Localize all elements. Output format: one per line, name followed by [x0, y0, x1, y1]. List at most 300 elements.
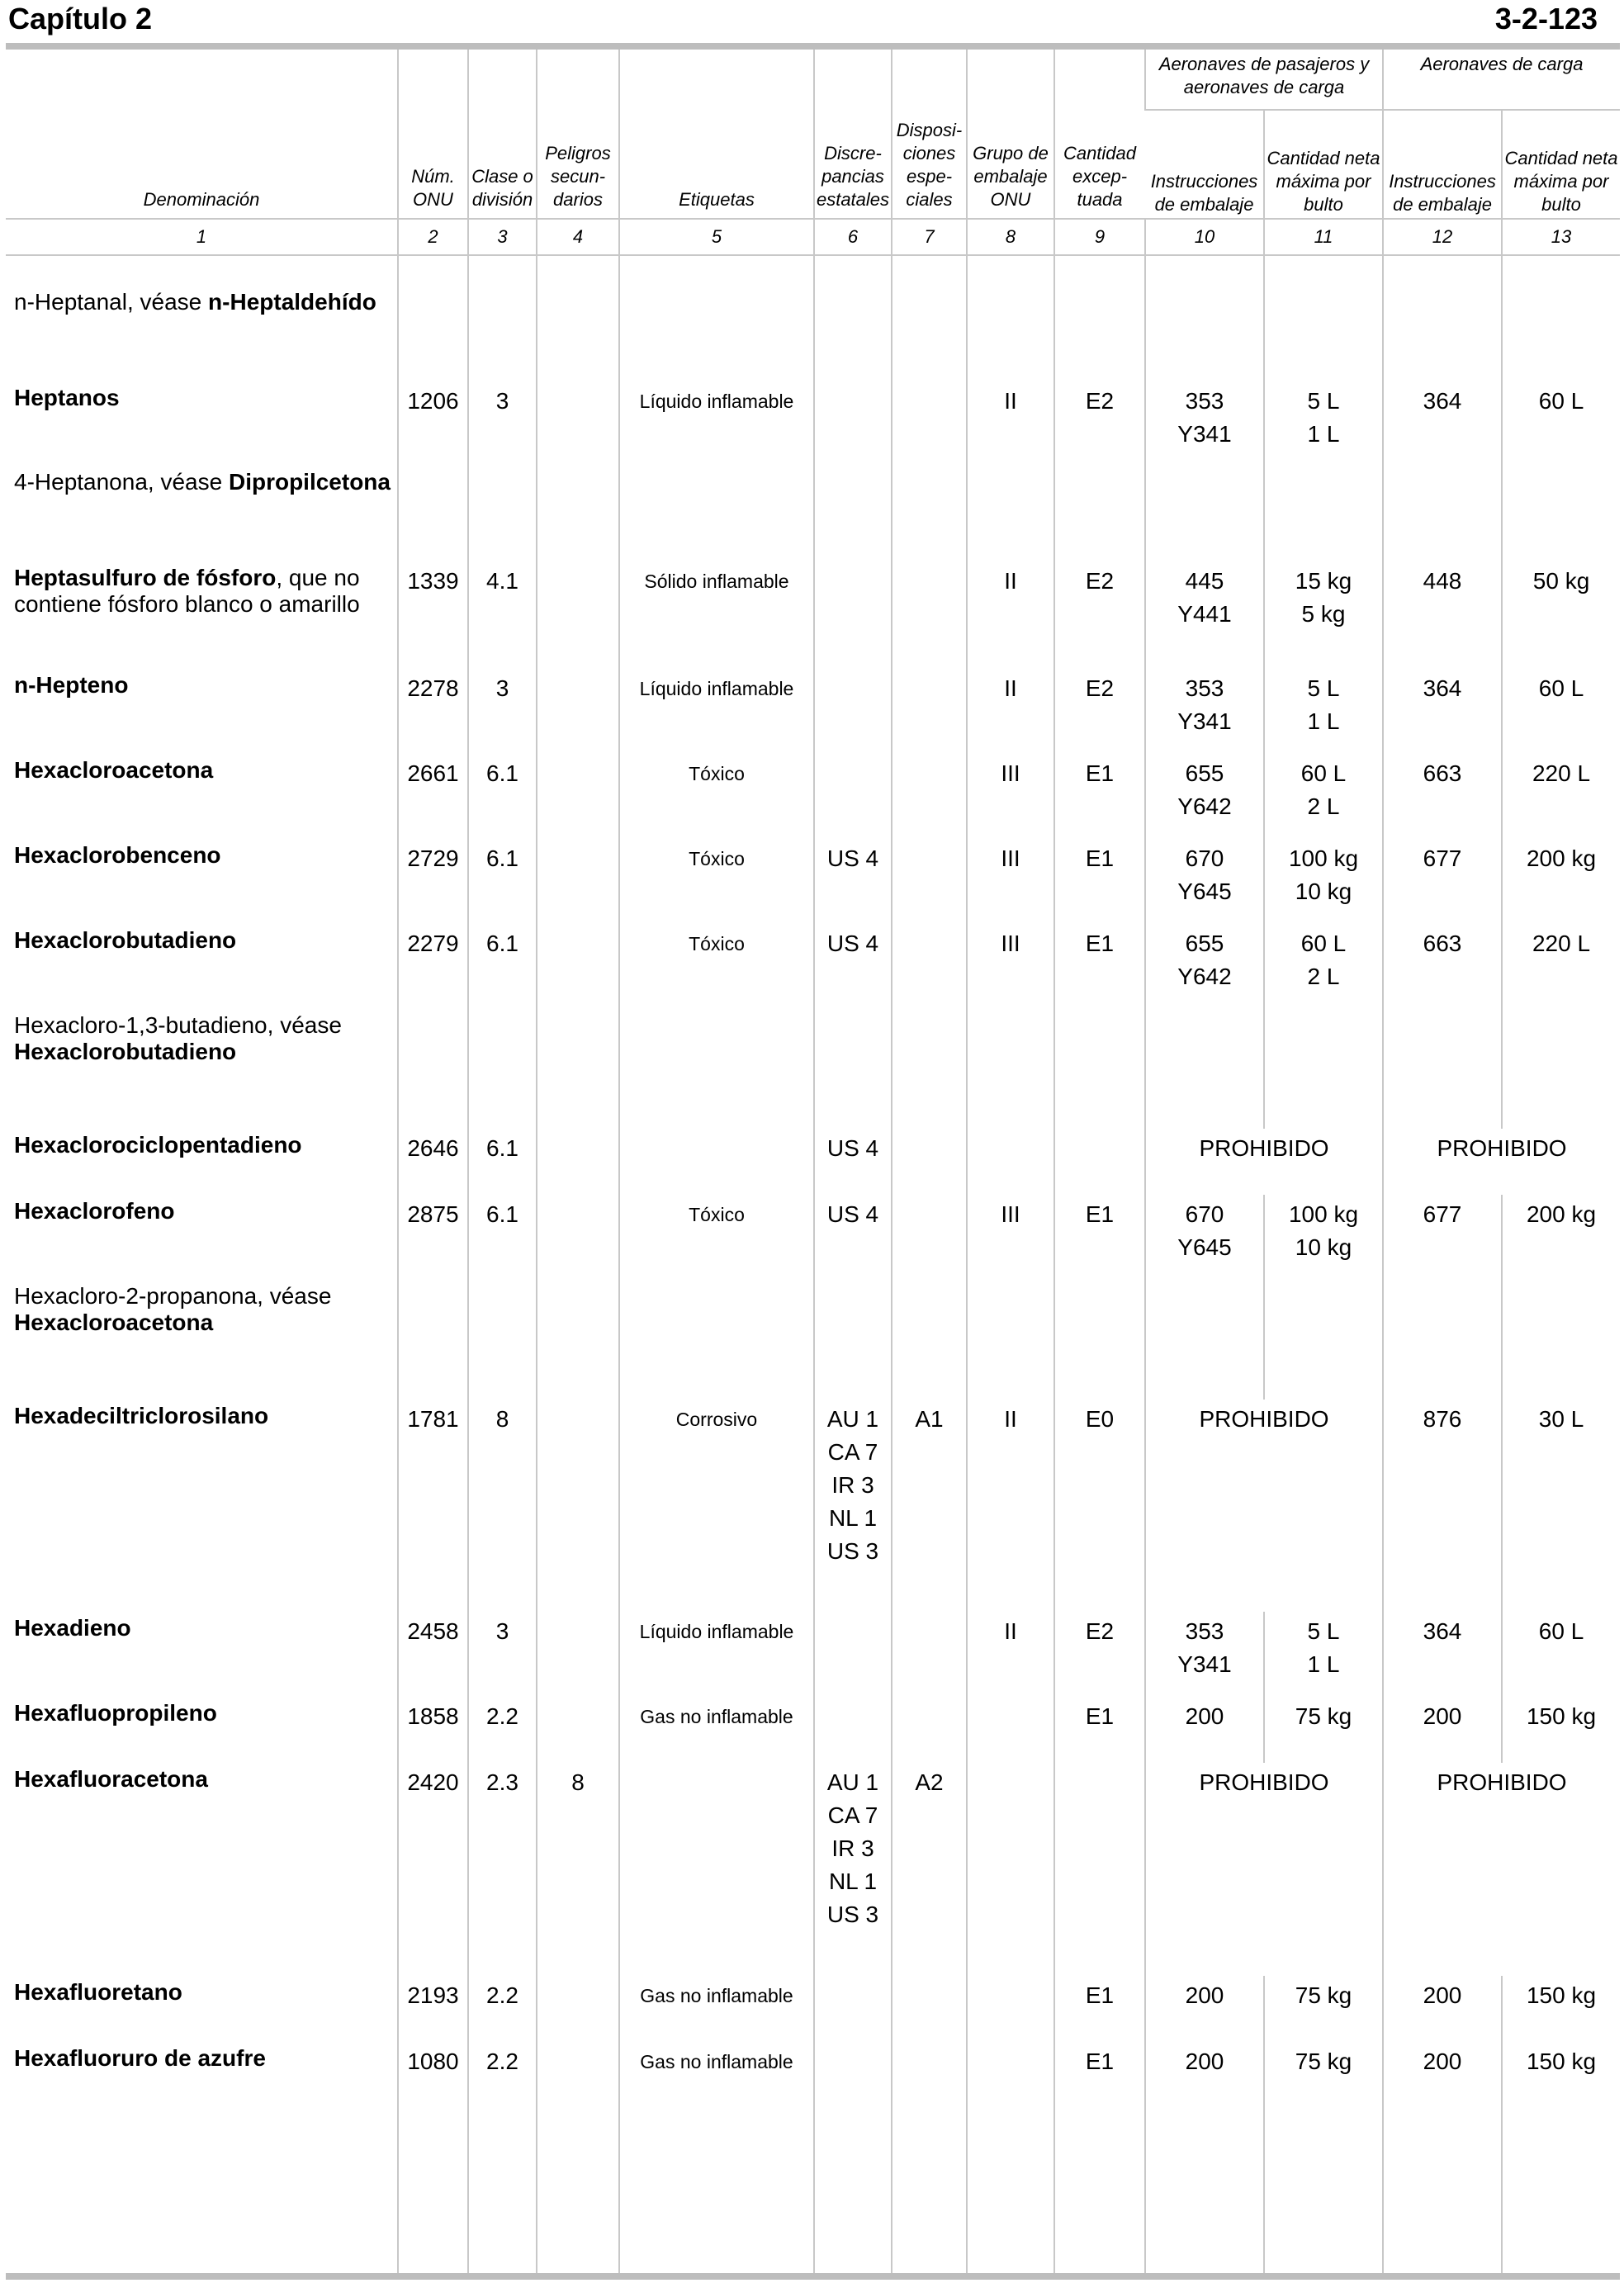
cell-etiquetas: Tóxico [619, 839, 814, 924]
filler-cell [619, 2108, 814, 2273]
denominacion-bold: Hexaclorofeno [14, 1198, 175, 1224]
cell-discrepancias [814, 286, 892, 381]
cell-neta-carga: 150 kg [1502, 2042, 1620, 2108]
cell-discrepancias-line: US 4 [826, 845, 879, 871]
cell-instrucciones-pasajeros [1145, 561, 1264, 669]
cell-denominacion [6, 1400, 398, 1612]
cell-instrucciones-carga: 448 [1383, 561, 1502, 669]
cell-carga-prohibido: PROHIBIDO [1383, 1763, 1620, 1976]
cell-etiquetas: Tóxico [619, 924, 814, 1009]
cell-cantidad: E1 [1054, 2042, 1145, 2108]
cell-etiquetas [619, 1763, 814, 1976]
filler-cell [1145, 2108, 1264, 2273]
cell-instrucciones-carga: 663 [1383, 754, 1502, 839]
cell-neta-carga: 220 L [1502, 754, 1620, 839]
cell-cantidad: E1 [1054, 924, 1145, 1009]
cell-disposiciones [892, 1195, 967, 1280]
cell-peligros [537, 924, 619, 1009]
cell-neta-pasajeros-line: 1 L [1307, 708, 1340, 734]
cell-denominacion [6, 1280, 398, 1400]
cell-num-onu: 2875 [398, 1195, 468, 1280]
cell-clase [468, 466, 537, 561]
cell-peligros [537, 1697, 619, 1763]
cell-cantidad: E1 [1054, 1195, 1145, 1280]
cell-num-onu: 1781 [398, 1400, 468, 1612]
cell-cantidad: E2 [1054, 381, 1145, 466]
cell-neta-carga: 200 kg [1502, 1195, 1620, 1280]
cell-discrepancias [814, 1129, 892, 1195]
cell-instrucciones-pasajeros-line: 670 [1185, 845, 1224, 871]
filler-cell [967, 2108, 1054, 2273]
cell-neta-pasajeros-line: 2 L [1307, 964, 1340, 989]
cell-peligros [537, 2042, 619, 2108]
cell-neta-pasajeros-line: 75 kg [1295, 1703, 1352, 1729]
cell-clase: 2.3 [468, 1763, 537, 1976]
cell-denominacion [6, 839, 398, 924]
cell-etiquetas: Líquido inflamable [619, 669, 814, 754]
filler-cell [814, 2108, 892, 2273]
cell-grupo: II [967, 669, 1054, 754]
cell-instrucciones-pasajeros-line: Y642 [1177, 793, 1232, 819]
cell-disposiciones [892, 754, 967, 839]
cell-instrucciones-pasajeros [1145, 754, 1264, 839]
cell-disposiciones [892, 1129, 967, 1195]
table-row [6, 924, 1620, 1009]
denominacion-bold: Hexafluopropileno [14, 1700, 217, 1726]
cell-denominacion [6, 754, 398, 839]
cell-neta-pasajeros-line: 5 kg [1301, 601, 1346, 627]
cell-neta-pasajeros-line: 5 L [1307, 675, 1340, 701]
cell-neta-pasajeros [1264, 1976, 1383, 2042]
cell-clase: 3 [468, 381, 537, 466]
filler-cell [892, 2108, 967, 2273]
cell-discrepancias [814, 1612, 892, 1697]
cell-denominacion [6, 466, 398, 561]
denominacion-bold: n-Heptaldehído [208, 289, 376, 315]
cell-disposiciones [892, 381, 967, 466]
denominacion-bold: n-Hepteno [14, 672, 129, 698]
header-instrucciones-carga: Instrucciones de embalaje [1383, 110, 1502, 219]
cell-discrepancias [814, 754, 892, 839]
cell-neta-pasajeros-line: 60 L [1300, 931, 1347, 956]
cell-instrucciones-pasajeros-line: Y341 [1177, 1651, 1232, 1677]
cell-clase: 2.2 [468, 1697, 537, 1763]
cell-cantidad [1054, 1009, 1145, 1129]
table-body [6, 219, 1620, 2273]
table-row [6, 2042, 1620, 2108]
cell-cantidad [1054, 1763, 1145, 1976]
column-number: 9 [1054, 219, 1145, 255]
cell-disposiciones: A2 [892, 1763, 967, 1976]
cell-denominacion [6, 1195, 398, 1280]
cell-instrucciones-pasajeros-line: 445 [1185, 568, 1224, 594]
cell-disposiciones: A1 [892, 1400, 967, 1612]
cell-pasajeros-prohibido: PROHIBIDO [1145, 1763, 1383, 1976]
column-number: 4 [537, 219, 619, 255]
cell-discrepancias [814, 669, 892, 754]
table-row [6, 561, 1620, 669]
table-row [6, 1129, 1620, 1195]
cell-cantidad: E0 [1054, 1400, 1145, 1612]
cell-disposiciones [892, 466, 967, 561]
cell-etiquetas: Gas no inflamable [619, 1976, 814, 2042]
cell-discrepancias-line: CA 7 [827, 1802, 878, 1828]
table-row [6, 1763, 1620, 1976]
cell-neta-pasajeros-line: 100 kg [1288, 1201, 1359, 1227]
cell-neta-pasajeros [1264, 381, 1383, 466]
cell-neta-pasajeros-line: 1 L [1307, 421, 1340, 447]
cell-grupo [967, 1697, 1054, 1763]
cell-discrepancias-line: US 4 [826, 1135, 879, 1161]
column-number: 12 [1383, 219, 1502, 255]
denominacion-bold: Hexafluoracetona [14, 1766, 208, 1792]
page-number: 3-2-123 [1494, 2, 1598, 36]
cell-discrepancias-line: CA 7 [827, 1439, 878, 1465]
header-disposiciones: Disposiciones especiales [892, 50, 967, 219]
cell-neta-carga [1502, 286, 1620, 381]
cell-neta-carga: 200 kg [1502, 839, 1620, 924]
header-clase: Clase o división [468, 50, 537, 219]
cell-instrucciones-pasajeros-line: 353 [1185, 388, 1224, 414]
filler-cell [468, 2108, 537, 2273]
cell-instrucciones-pasajeros-line: 200 [1185, 2049, 1224, 2074]
cell-cantidad [1054, 286, 1145, 381]
cell-instrucciones-pasajeros [1145, 2042, 1264, 2108]
cell-peligros [537, 286, 619, 381]
filler-cell [1264, 2108, 1383, 2273]
column-number: 2 [398, 219, 468, 255]
column-number: 7 [892, 219, 967, 255]
cell-peligros [537, 1612, 619, 1697]
column-number: 5 [619, 219, 814, 255]
cell-neta-carga: 50 kg [1502, 561, 1620, 669]
filler-cell [1502, 2108, 1620, 2273]
cell-peligros [537, 1129, 619, 1195]
spacer-row [6, 255, 1620, 286]
cell-discrepancias [814, 1195, 892, 1280]
cell-instrucciones-pasajeros [1145, 286, 1264, 381]
cell-instrucciones-pasajeros-line: Y441 [1177, 601, 1232, 627]
header-grupo: Grupo de embalaje ONU [967, 50, 1054, 219]
cell-discrepancias-line: AU 1 [826, 1406, 879, 1432]
cell-denominacion [6, 561, 398, 669]
cell-disposiciones [892, 1009, 967, 1129]
denominacion-bold: Heptasulfuro de fósforo [14, 565, 277, 590]
denominacion-text: 4-Heptanona, véase [14, 469, 229, 495]
cell-neta-carga: 150 kg [1502, 1976, 1620, 2042]
cell-neta-pasajeros [1264, 1280, 1383, 1400]
cell-discrepancias-line: NL 1 [828, 1869, 878, 1894]
table-row [6, 286, 1620, 381]
cell-discrepancias [814, 381, 892, 466]
cell-peligros [537, 381, 619, 466]
cell-instrucciones-pasajeros-line: Y341 [1177, 421, 1232, 447]
cell-instrucciones-carga: 364 [1383, 669, 1502, 754]
chapter-title: Capítulo 2 [8, 2, 153, 36]
cell-num-onu: 2278 [398, 669, 468, 754]
cell-discrepancias [814, 839, 892, 924]
cell-discrepancias [814, 1763, 892, 1976]
cell-discrepancias-line: US 3 [826, 1538, 879, 1564]
cell-neta-carga: 60 L [1502, 381, 1620, 466]
cell-neta-carga: 60 L [1502, 1612, 1620, 1697]
cell-neta-pasajeros-line: 5 L [1307, 1618, 1340, 1644]
cell-instrucciones-pasajeros-line: 655 [1185, 760, 1224, 786]
cell-peligros [537, 839, 619, 924]
cell-etiquetas: Sólido inflamable [619, 561, 814, 669]
cell-disposiciones [892, 1976, 967, 2042]
cell-etiquetas: Líquido inflamable [619, 381, 814, 466]
cell-clase: 2.2 [468, 1976, 537, 2042]
cell-peligros [537, 1195, 619, 1280]
header-peligros: Peligros secundarios [537, 50, 619, 219]
cell-instrucciones-carga: 677 [1383, 1195, 1502, 1280]
cell-grupo: III [967, 924, 1054, 1009]
cell-etiquetas: Tóxico [619, 1195, 814, 1280]
cell-discrepancias [814, 1976, 892, 2042]
cell-grupo [967, 1763, 1054, 1976]
cell-grupo [967, 1129, 1054, 1195]
filler-cell [537, 2108, 619, 2273]
cell-denominacion [6, 669, 398, 754]
cell-instrucciones-pasajeros-line: 655 [1185, 931, 1224, 956]
denominacion-text: Hexacloro-1,3-butadieno, véase [14, 1012, 342, 1038]
cell-denominacion [6, 1763, 398, 1976]
cell-num-onu: 2193 [398, 1976, 468, 2042]
cell-discrepancias [814, 466, 892, 561]
cell-instrucciones-pasajeros [1145, 839, 1264, 924]
cell-peligros [537, 1009, 619, 1129]
denominacion-bold: Dipropilcetona [228, 469, 391, 495]
cell-neta-pasajeros [1264, 1612, 1383, 1697]
cell-neta-carga: 150 kg [1502, 1697, 1620, 1763]
table-row [6, 1009, 1620, 1129]
denominacion-bold: Hexafluoruro de azufre [14, 2045, 266, 2071]
cell-num-onu: 2661 [398, 754, 468, 839]
cell-grupo [967, 1976, 1054, 2042]
cell-instrucciones-carga: 200 [1383, 1697, 1502, 1763]
cell-denominacion [6, 1976, 398, 2042]
cell-neta-pasajeros-line: 1 L [1307, 1651, 1340, 1677]
page-header [0, 0, 1624, 43]
cell-neta-pasajeros [1264, 754, 1383, 839]
cell-instrucciones-carga: 200 [1383, 1976, 1502, 2042]
cell-grupo: II [967, 1612, 1054, 1697]
cell-clase [468, 1280, 537, 1400]
cell-instrucciones-pasajeros [1145, 1195, 1264, 1280]
dangerous-goods-table [6, 50, 1620, 2273]
cell-instrucciones-pasajeros-line: Y341 [1177, 708, 1232, 734]
cell-instrucciones-carga: 364 [1383, 1612, 1502, 1697]
cell-neta-carga: 220 L [1502, 924, 1620, 1009]
cell-etiquetas: Gas no inflamable [619, 1697, 814, 1763]
denominacion-text: , que no contiene fósforo blanco o amarillo [14, 565, 360, 617]
cell-neta-pasajeros-line: 60 L [1300, 760, 1347, 786]
cell-cantidad [1054, 1280, 1145, 1400]
denominacion-bold: Heptanos [14, 385, 120, 410]
cell-grupo [967, 2042, 1054, 2108]
cell-neta-carga [1502, 466, 1620, 561]
table-row [6, 754, 1620, 839]
filler-cell [398, 2108, 468, 2273]
cell-disposiciones [892, 1280, 967, 1400]
cell-disposiciones [892, 561, 967, 669]
table-row [6, 1195, 1620, 1280]
cell-instrucciones-pasajeros-line: Y645 [1177, 1234, 1232, 1260]
cell-neta-pasajeros [1264, 1195, 1383, 1280]
top-rule [6, 43, 1620, 50]
cell-num-onu: 1339 [398, 561, 468, 669]
cell-grupo [967, 1280, 1054, 1400]
column-number: 6 [814, 219, 892, 255]
cell-instrucciones-carga [1383, 466, 1502, 561]
cell-peligros [537, 561, 619, 669]
column-number: 13 [1502, 219, 1620, 255]
cell-neta-pasajeros-line: 75 kg [1295, 2049, 1352, 2074]
header-instrucciones-pasajeros: Instrucciones de embalaje [1150, 171, 1258, 215]
cell-etiquetas [619, 466, 814, 561]
cell-peligros [537, 466, 619, 561]
denominacion-bold: Hexadieno [14, 1615, 131, 1641]
table-row [6, 1612, 1620, 1697]
header-cantidad: Cantidad exceptuada [1054, 50, 1145, 219]
cell-disposiciones [892, 669, 967, 754]
cell-discrepancias [814, 1009, 892, 1129]
cell-instrucciones-pasajeros [1145, 1976, 1264, 2042]
denominacion-bold: Hexaclorociclopentadieno [14, 1132, 302, 1158]
cell-clase [468, 286, 537, 381]
cell-clase: 4.1 [468, 561, 537, 669]
cell-clase: 6.1 [468, 1195, 537, 1280]
cell-num-onu: 1206 [398, 381, 468, 466]
cell-discrepancias-line: US 4 [826, 931, 879, 956]
cell-cantidad [1054, 1129, 1145, 1195]
cell-num-onu: 1080 [398, 2042, 468, 2108]
denominacion-text: Hexacloro-2-propanona, véase [14, 1283, 332, 1309]
denominacion-bold: Hexafluoretano [14, 1979, 182, 2005]
cell-discrepancias [814, 2042, 892, 2108]
cell-discrepancias [814, 1400, 892, 1612]
cell-num-onu [398, 1280, 468, 1400]
denominacion-bold: Hexacloroacetona [14, 757, 214, 783]
cell-cantidad: E1 [1054, 839, 1145, 924]
cell-grupo [967, 1009, 1054, 1129]
cell-grupo: III [967, 1195, 1054, 1280]
table-row [6, 1400, 1620, 1612]
cell-num-onu: 1858 [398, 1697, 468, 1763]
cell-disposiciones [892, 924, 967, 1009]
cell-cantidad: E1 [1054, 1976, 1145, 2042]
cell-instrucciones-carga: 200 [1383, 2042, 1502, 2108]
cell-etiquetas: Corrosivo [619, 1400, 814, 1612]
cell-instrucciones-carga: 364 [1383, 381, 1502, 466]
header-denominacion: Denominación [143, 189, 260, 210]
cell-clase: 6.1 [468, 924, 537, 1009]
cell-instrucciones-pasajeros-line: Y642 [1177, 964, 1232, 989]
cell-neta-pasajeros [1264, 2042, 1383, 2108]
cell-instrucciones-pasajeros-line: Y645 [1177, 879, 1232, 904]
cell-neta-pasajeros [1264, 286, 1383, 381]
denominacion-bold: Hexaclorobutadieno [14, 1039, 237, 1064]
cell-instrucciones-carga [1383, 1280, 1502, 1400]
cell-grupo: II [967, 381, 1054, 466]
denominacion-text: n-Heptanal, véase [14, 289, 209, 315]
cell-peligros [537, 1400, 619, 1612]
cell-instrucciones-pasajeros [1145, 381, 1264, 466]
table-row [6, 839, 1620, 924]
cell-discrepancias-line: US 4 [826, 1201, 879, 1227]
cell-neta-pasajeros-line: 2 L [1307, 793, 1340, 819]
cell-pasajeros-prohibido: PROHIBIDO [1145, 1400, 1383, 1612]
cell-neta-pasajeros-line: 10 kg [1295, 879, 1352, 904]
cell-neta-pasajeros [1264, 466, 1383, 561]
bottom-rule [6, 2273, 1620, 2280]
cell-peligros [537, 1280, 619, 1400]
cell-denominacion [6, 381, 398, 466]
header-neta-pasajeros: Cantidad neta máxima por bulto [1264, 110, 1383, 219]
filler-cell [6, 2108, 398, 2273]
cell-instrucciones-pasajeros [1145, 924, 1264, 1009]
cell-num-onu: 2458 [398, 1612, 468, 1697]
cell-clase: 6.1 [468, 839, 537, 924]
cell-etiquetas [619, 1009, 814, 1129]
cell-discrepancias-line: IR 3 [831, 1472, 874, 1498]
cell-neta-pasajeros [1264, 561, 1383, 669]
header-carga-group: Aeronaves de carga [1383, 50, 1620, 110]
header-discrepancias: Discrepancias estatales [814, 50, 892, 219]
cell-clase [468, 1009, 537, 1129]
cell-neta-pasajeros-line: 100 kg [1288, 845, 1359, 871]
cell-denominacion [6, 1009, 398, 1129]
cell-cantidad [1054, 466, 1145, 561]
cell-denominacion [6, 2042, 398, 2108]
cell-num-onu: 2420 [398, 1763, 468, 1976]
cell-grupo: II [967, 561, 1054, 669]
cell-instrucciones-pasajeros-line: 670 [1185, 1201, 1224, 1227]
cell-neta-pasajeros-line: 5 L [1307, 388, 1340, 414]
cell-denominacion [6, 924, 398, 1009]
cell-discrepancias-line: IR 3 [831, 1835, 874, 1861]
cell-instrucciones-carga: 677 [1383, 839, 1502, 924]
cell-discrepancias [814, 561, 892, 669]
cell-instrucciones-pasajeros [1145, 1009, 1264, 1129]
column-number: 10 [1145, 219, 1264, 255]
cell-carga-prohibido: PROHIBIDO [1383, 1129, 1620, 1195]
cell-instrucciones-pasajeros-line: 200 [1185, 1703, 1224, 1729]
cell-discrepancias [814, 1697, 892, 1763]
cell-peligros [537, 754, 619, 839]
denominacion-bold: Hexaclorobutadieno [14, 927, 237, 953]
cell-neta-pasajeros-line: 15 kg [1295, 568, 1352, 594]
table-row [6, 381, 1620, 466]
cell-clase: 6.1 [468, 1129, 537, 1195]
cell-peligros [537, 669, 619, 754]
cell-grupo: II [967, 1400, 1054, 1612]
cell-neta-pasajeros-line: 10 kg [1295, 1234, 1352, 1260]
cell-neta-carga [1502, 1280, 1620, 1400]
cell-etiquetas: Gas no inflamable [619, 2042, 814, 2108]
header-neta-carga: Cantidad neta máxima por bulto [1502, 110, 1620, 219]
cell-etiquetas [619, 1280, 814, 1400]
cell-instrucciones-pasajeros [1145, 1612, 1264, 1697]
cell-neta-pasajeros [1264, 1697, 1383, 1763]
cell-grupo [967, 466, 1054, 561]
cell-instrucciones-carga [1383, 286, 1502, 381]
cell-neta-pasajeros [1264, 924, 1383, 1009]
cell-instrucciones-carga: 663 [1383, 924, 1502, 1009]
cell-clase: 2.2 [468, 2042, 537, 2108]
table-row [6, 669, 1620, 754]
